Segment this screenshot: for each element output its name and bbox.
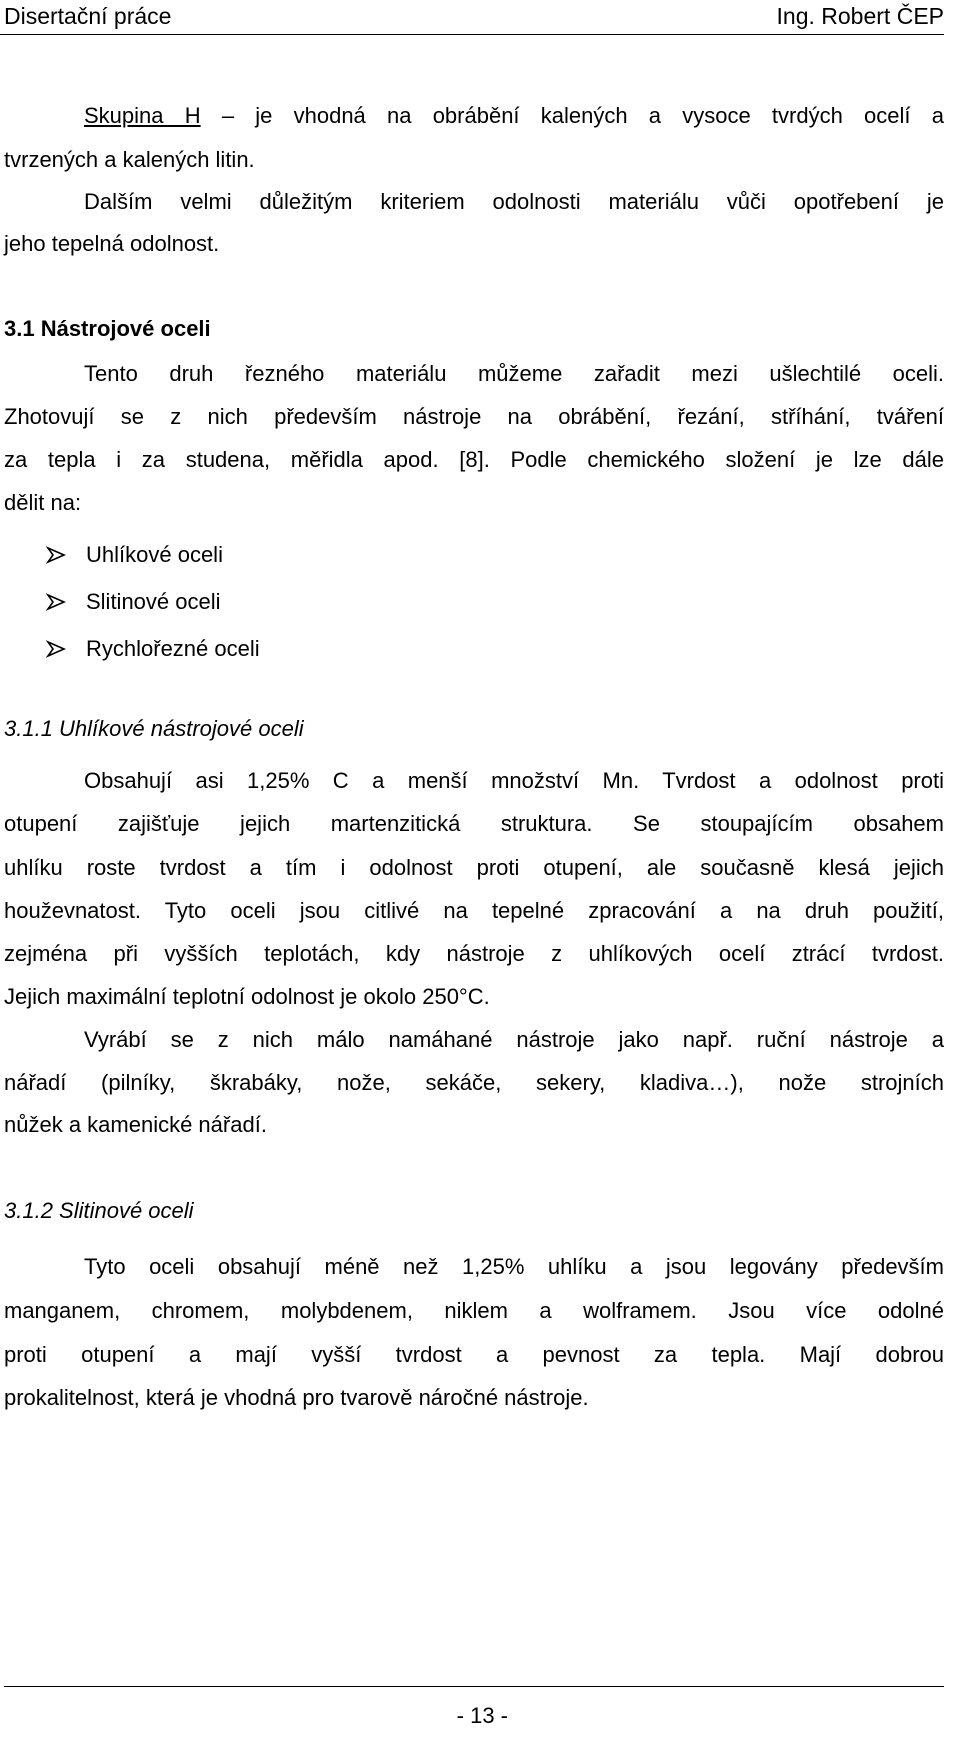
list-item-label: Uhlíkové oceli	[86, 542, 223, 567]
paragraph-line: Jejich maximální teplotní odolnost je okolo 250°C.	[4, 984, 490, 1009]
list-item-label: Slitinové oceli	[86, 589, 221, 614]
page-footer	[4, 1686, 944, 1747]
bullet-list	[44, 531, 260, 672]
page-number: - 13 -	[456, 1703, 508, 1728]
paragraph-line: dělit na:	[4, 490, 82, 515]
arrowhead-bullet-icon	[46, 639, 66, 659]
paragraph-line: proti otupení a mají vyšší tvrdost a pevnost za tepla. Mají dobrou	[4, 1342, 944, 1367]
list-item-label: Rychlořezné oceli	[86, 636, 260, 661]
paragraph-line	[4, 92, 944, 139]
paragraph-line: Vyrábí se z nich málo namáhané nástroje jako např. ruční nástroje a	[84, 1027, 944, 1052]
paragraph-line: Zhotovují se z nich především nástroje na obrábění, řezání, stříhání, tváření	[4, 404, 944, 429]
arrowhead-bullet-icon	[46, 592, 66, 612]
list-item	[44, 625, 260, 672]
paragraph-line: jeho tepelná odolnost.	[4, 231, 220, 256]
paragraph-line: Tento druh řezného materiálu můžeme zařadit mezi ušlechtilé oceli.	[84, 361, 944, 386]
paragraph-line: zejména při vyšších teplotách, kdy nástroje z uhlíkových ocelí ztrácí tvrdost.	[4, 941, 944, 966]
subsection-heading: 3.1.1 Uhlíkové nástrojové oceli	[4, 716, 304, 741]
paragraph-line: Tyto oceli obsahují méně než 1,25% uhlíku a jsou legovány především	[84, 1254, 944, 1279]
paragraph-line: prokalitelnost, která je vhodná pro tvarově náročné nástroje.	[4, 1385, 589, 1410]
paragraph-line: manganem, chromem, molybdenem, niklem a wolframem. Jsou více odolné	[4, 1298, 944, 1323]
paragraph-line: Obsahují asi 1,25% C a menší množství Mn. Tvrdost a odolnost proti	[84, 768, 944, 793]
paragraph-line: uhlíku roste tvrdost a tím i odolnost proti otupení, ale současně klesá jejich	[4, 855, 944, 880]
paragraph-line: Dalším velmi důležitým kriteriem odolnosti materiálu vůči opotřebení je	[84, 189, 944, 214]
list-item	[44, 531, 260, 578]
section-heading: 3.1 Nástrojové oceli	[4, 316, 211, 341]
arrowhead-bullet-icon	[46, 545, 66, 565]
paragraph-line: za tepla i za studena, měřidla apod. [8]. Podle chemického složení je lze dále	[4, 447, 944, 472]
paragraph-line: houževnatost. Tyto oceli jsou citlivé na tepelné zpracování a na druh použití,	[4, 898, 944, 923]
header-author: Ing. Robert ČEP	[776, 3, 944, 29]
paragraph-text: – je vhodná na obrábění kalených a vysoce tvrdých ocelí a	[200, 103, 944, 128]
paragraph-line: otupení zajišťuje jejich martenzitická struktura. Se stoupajícím obsahem	[4, 811, 944, 836]
paragraph-line: nářadí (pilníky, škrabáky, nože, sekáče, sekery, kladiva…), nože strojních	[4, 1070, 944, 1095]
list-item	[44, 578, 260, 625]
paragraph-line: tvrzených a kalených litin.	[4, 147, 255, 172]
underlined-term: Skupina H	[84, 103, 201, 128]
page-header	[0, 0, 944, 35]
header-document-type: Disertační práce	[4, 3, 172, 29]
subsection-heading: 3.1.2 Slitinové oceli	[4, 1198, 194, 1223]
paragraph-line: nůžek a kamenické nářadí.	[4, 1112, 267, 1137]
